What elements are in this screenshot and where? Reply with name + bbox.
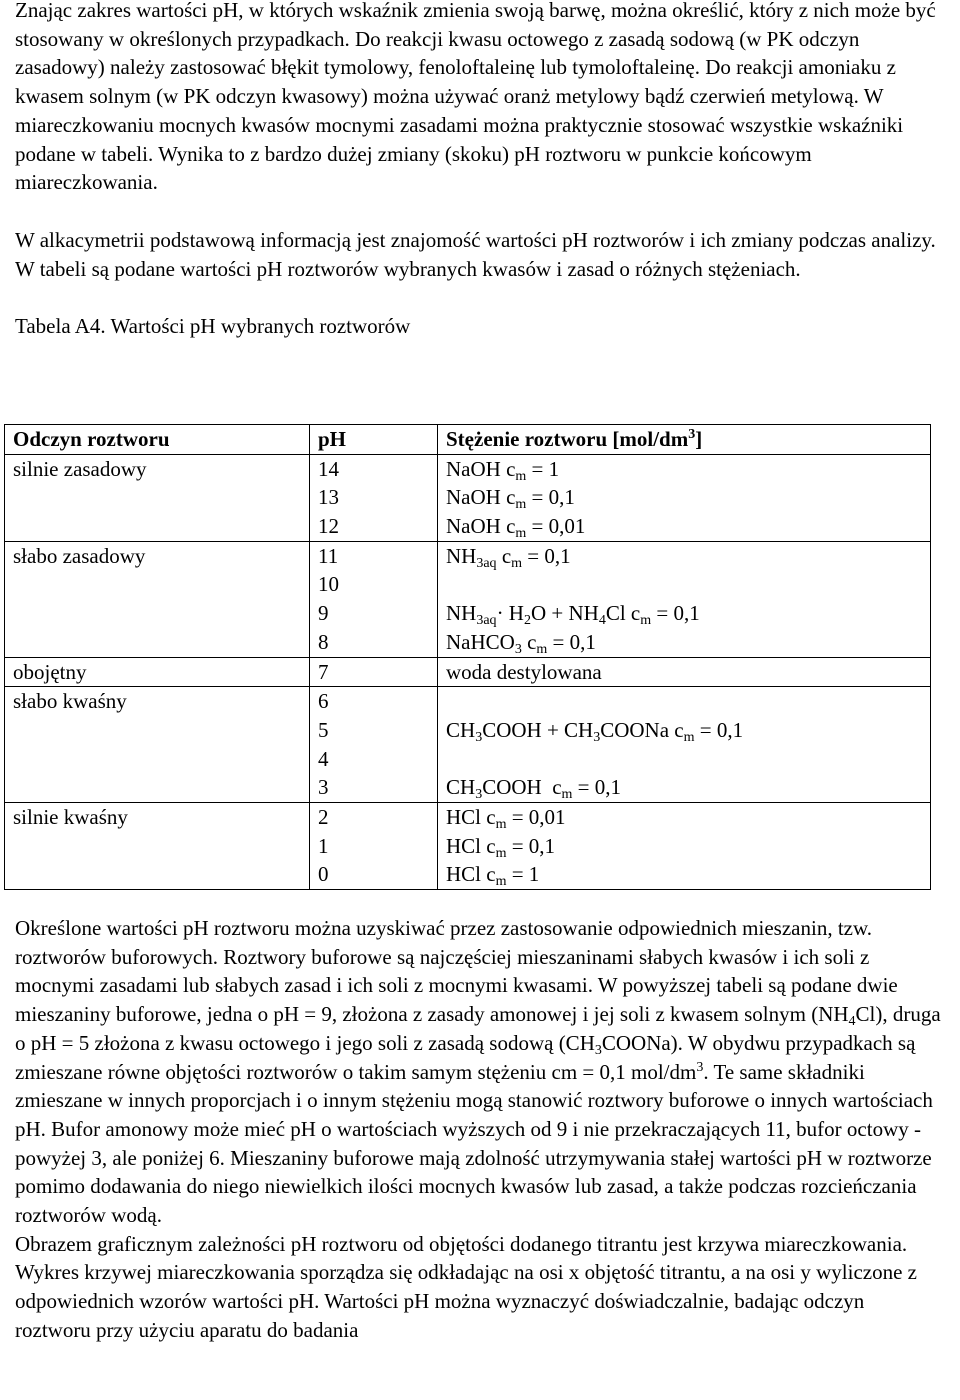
- cell-reaction: słabo kwaśny: [5, 687, 310, 803]
- table-header-row: [5, 425, 931, 455]
- cell-ph: 14 13 12: [310, 454, 438, 541]
- cell-ph: 7: [310, 657, 438, 687]
- header-ph: pH: [310, 425, 438, 455]
- cell-concentration: $CH_3COOH$ + $CH_3COONa$ $c_m = 0,1$ $CH_3COOH$ $c_m = 0,1$: [438, 687, 931, 803]
- cell-concentration: woda destylowana: [438, 657, 931, 687]
- table-row: [5, 657, 931, 687]
- buffer-paragraph: Określone wartości pH roztworu można uzyskiwać przez zastosowanie odpowiednich mieszanin, tzw. roztworów buforowych. Roztwory buforowe są najczęściej mieszaninami słabych kwasów i ich soli z mocnymi zasadami lub słabych zasad i ich soli z mocnymi kwasami. W powyższej tabeli są podane dwie mieszaniny buforowe, jedna o pH = 9, złożona z zasady amonowej i jej soli z kwasem solnym $(NH_4Cl)$, druga o pH = 5 złożona z kwasu octowego i jego soli z zasadą sodową $(CH_3COONa)$. W obydwu przypadkach są zmieszane równe objętości roztworów o takim samym stężeniu cm = 0,1 mol/$dm^3$. Te same składniki zmieszane w innych proporcjach i o innym stężeniu mogą stanowić roztwory buforowe o innych wartościach pH. Bufor amonowy może mieć pH o wartościach wyższych od 9 i nie przekraczających 11, bufor octowy - powyżej 3, ale poniżej 6. Mieszaniny buforowe mają zdolność utrzymywania stałej wartości pH w roztworze pomimo dodawania do niego niewielkich ilości mocnych kwasów lub zasad, a także podczas rozcieńczania roztworów wodą.: [15, 916, 941, 1228]
- document-page: [15, 0, 945, 341]
- table-row: [5, 802, 931, 889]
- last-paragraph: Obrazem graficznym zależności pH roztworu od objętości dodanego titrantu jest krzywa miareczkowania. Wykres krzywej miareczkowania sporządza się odkładając na osi x objętość titrantu, a na osi y wyliczone z odpowiednich wzorów wartości pH. Wartości pH można wyznaczyć doświadczalnie, badając odczyn roztworu przy użyciu aparatu do badania: [15, 1231, 917, 1342]
- header-concentration: Stężenie roztworu $[mol/dm^3]$: [438, 425, 931, 455]
- ph-table: [4, 424, 931, 890]
- cell-concentration: HCl $c_m = 0,01$ HCl $c_m = 0,1$ HCl $c_m = 1$: [438, 802, 931, 889]
- ph-table-wrapper: [4, 424, 930, 890]
- cell-concentration: $NH_{3aq}$ $c_m = 0,1$ $NH_{3aq}\cdot H_2O + NH_4Cl$ $c_m = 0,1$ NaHCO$_3$ $c_m = 0,1$: [438, 541, 931, 657]
- second-paragraph: W alkacymetrii podstawową informacją jest znajomość wartości pH roztworów i ich zmiany podczas analizy. W tabeli są podane wartości pH roztworów wybranych kwasów i zasad o różnych stężeniach.: [15, 227, 936, 281]
- cell-ph: 11 10 9 8: [310, 541, 438, 657]
- after-table-section: [15, 914, 945, 1345]
- cell-reaction: obojętny: [5, 657, 310, 687]
- table-row: [5, 687, 931, 803]
- cell-ph: 6 5 4 3: [310, 687, 438, 803]
- table-caption: Tabela A4. Wartości pH wybranych roztworów: [15, 314, 411, 339]
- cell-reaction: silnie kwaśny: [5, 802, 310, 889]
- cell-reaction: słabo zasadowy: [5, 541, 310, 657]
- intro-paragraph: Znając zakres wartości pH, w których wskaźnik zmienia swoją barwę, można określić, który z nich może być stosowany w określonych przypadkach. Do reakcji kwasu octowego z zasadą sodową (w PK odczyn zasadowy) należy zastosować błękit tymolowy, fenoloftaleinę lub tymoloftaleinę. Do reakcji amoniaku z kwasem solnym (w PK odczyn kwasowy) można używać oranż metylowy bądź czerwień metylową. W miareczkowaniu mocnych kwasów mocnymi zasadami można praktycznie stosować wszystkie wskaźniki podane w tabeli. Wynika to z bardzo dużej zmiany (skoku) pH roztworu w punkcie końcowym miareczkowania.: [15, 0, 936, 195]
- header-reaction: Odczyn roztworu: [5, 425, 310, 455]
- cell-ph: 2 1 0: [310, 802, 438, 889]
- table-row: [5, 541, 931, 657]
- table-row: [5, 454, 931, 541]
- cell-concentration: NaOH $c_m = 1$ NaOH $c_m = 0,1$ NaOH $c_m = 0,01$: [438, 454, 931, 541]
- cell-reaction: silnie zasadowy: [5, 454, 310, 541]
